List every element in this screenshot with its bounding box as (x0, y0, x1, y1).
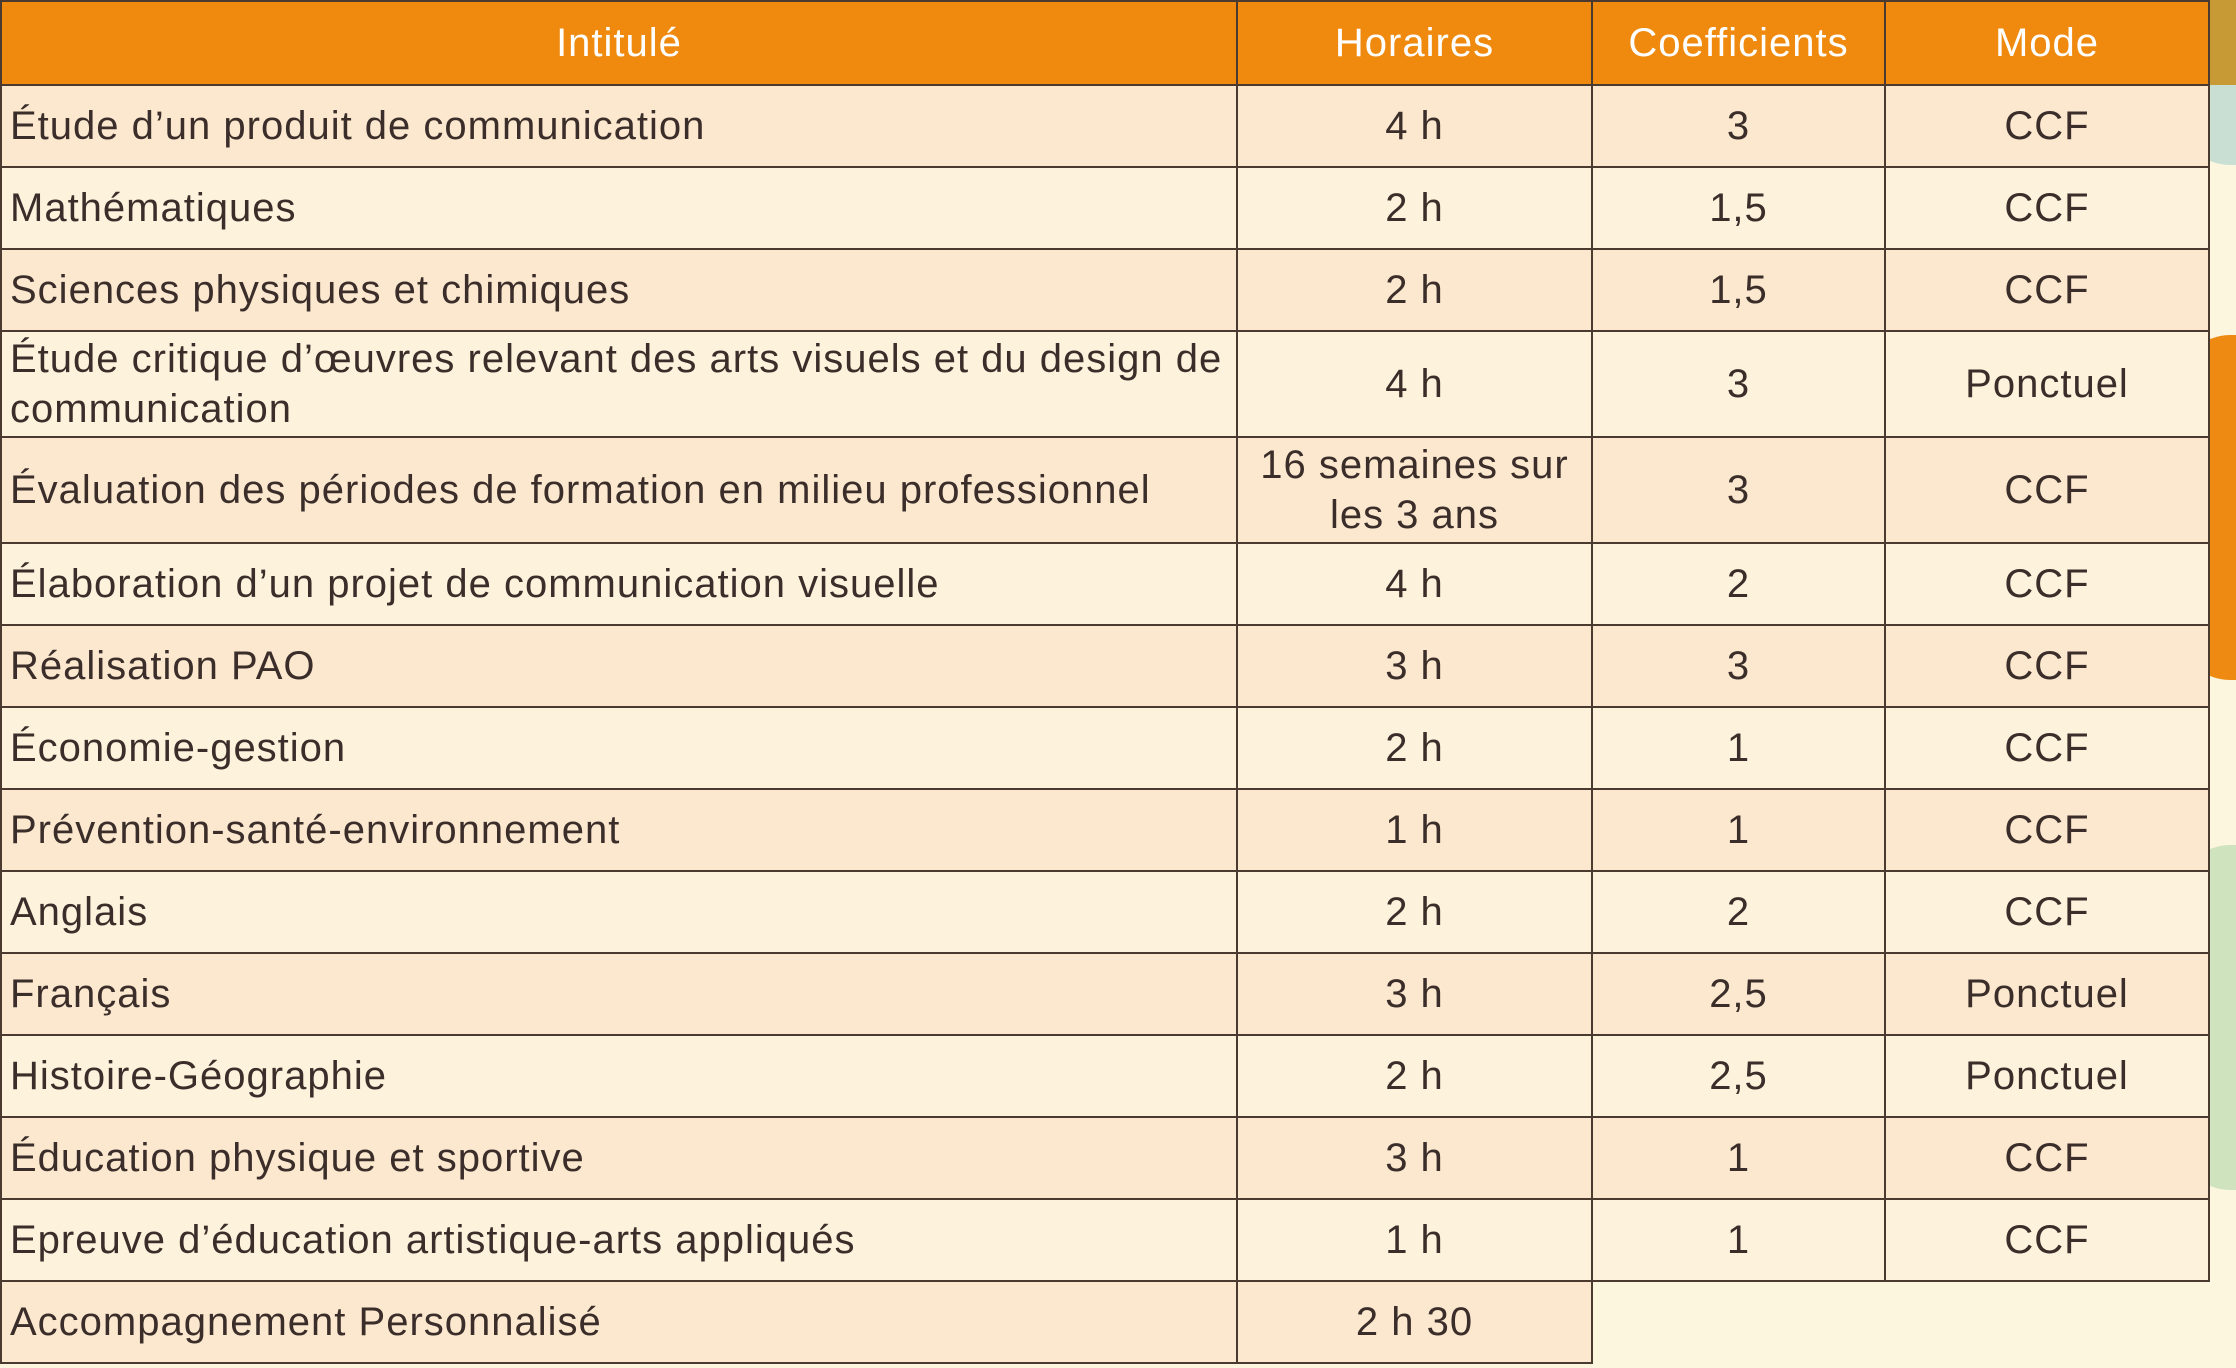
table-row (1, 1117, 2209, 1199)
cell-intitule: Epreuve d’éducation artistique-arts appliqués (1, 1199, 1237, 1281)
table-row (1, 543, 2209, 625)
cell-intitule: Sciences physiques et chimiques (1, 249, 1237, 331)
cell-mode: CCF (1885, 871, 2209, 953)
cell-intitule: Étude critique d’œuvres relevant des arts visuels et du design de communication (1, 331, 1237, 437)
cell-intitule: Éducation physique et sportive (1, 1117, 1237, 1199)
table-row (1, 953, 2209, 1035)
cell-mode: CCF (1885, 437, 2209, 543)
header-row (1, 1, 2209, 85)
cell-coefficient: 3 (1592, 625, 1885, 707)
cell-horaires: 3 h (1237, 1117, 1592, 1199)
table-row (1, 331, 2209, 437)
cell-intitule: Évaluation des périodes de formation en milieu professionnel (1, 437, 1237, 543)
cell-mode: CCF (1885, 85, 2209, 167)
cell-horaires: 2 h (1237, 871, 1592, 953)
cell-coefficient: 2,5 (1592, 953, 1885, 1035)
cell-intitule: Réalisation PAO (1, 625, 1237, 707)
cell-coefficient: 2,5 (1592, 1035, 1885, 1117)
cell-horaires: 2 h (1237, 249, 1592, 331)
table-row (1, 167, 2209, 249)
cell-intitule: Étude d’un produit de communication (1, 85, 1237, 167)
cell-mode: CCF (1885, 1117, 2209, 1199)
cell-mode: CCF (1885, 543, 2209, 625)
cell-horaires: 1 h (1237, 789, 1592, 871)
table-row (1, 85, 2209, 167)
cell-intitule: Économie-gestion (1, 707, 1237, 789)
table-row-last (1, 1281, 2209, 1363)
cell-horaires: 2 h (1237, 1035, 1592, 1117)
cell-mode: CCF (1885, 167, 2209, 249)
cell-intitule: Mathématiques (1, 167, 1237, 249)
cell-coefficient: 1,5 (1592, 249, 1885, 331)
cell-intitule: Accompagnement Personnalisé (1, 1281, 1237, 1363)
cell-mode: CCF (1885, 707, 2209, 789)
header-coefficients: Coefficients (1592, 1, 1885, 85)
table-row (1, 249, 2209, 331)
cell-coefficient: 1 (1592, 1117, 1885, 1199)
header-mode: Mode (1885, 1, 2209, 85)
table-row (1, 1035, 2209, 1117)
cell-intitule: Élaboration d’un projet de communication visuelle (1, 543, 1237, 625)
cell-horaires: 3 h (1237, 953, 1592, 1035)
cell-horaires: 4 h (1237, 543, 1592, 625)
cell-horaires: 1 h (1237, 1199, 1592, 1281)
cell-intitule: Prévention-santé-environnement (1, 789, 1237, 871)
table-row (1, 437, 2209, 543)
header-horaires: Horaires (1237, 1, 1592, 85)
cell-intitule: Histoire-Géographie (1, 1035, 1237, 1117)
cell-coefficient: 1,5 (1592, 167, 1885, 249)
cell-coefficient: 3 (1592, 85, 1885, 167)
cell-horaires: 4 h (1237, 85, 1592, 167)
cell-horaires: 2 h (1237, 167, 1592, 249)
cell-coefficient: 1 (1592, 1199, 1885, 1281)
cell-coefficient: 3 (1592, 437, 1885, 543)
cell-coefficient: 2 (1592, 871, 1885, 953)
cell-intitule: Anglais (1, 871, 1237, 953)
cell-mode: Ponctuel (1885, 1035, 2209, 1117)
cell-mode: CCF (1885, 789, 2209, 871)
cell-horaires: 3 h (1237, 625, 1592, 707)
cell-mode: CCF (1885, 249, 2209, 331)
table-row (1, 707, 2209, 789)
cell-coefficient: 1 (1592, 707, 1885, 789)
cell-mode: CCF (1885, 1199, 2209, 1281)
cell-horaires: 2 h (1237, 707, 1592, 789)
cell-horaires: 2 h 30 (1237, 1281, 1592, 1363)
header-intitule: Intitulé (1, 1, 1237, 85)
table-row (1, 789, 2209, 871)
table-row (1, 625, 2209, 707)
cell-horaires: 16 semaines sur les 3 ans (1237, 437, 1592, 543)
empty-cell (1592, 1281, 2209, 1363)
cell-coefficient: 3 (1592, 331, 1885, 437)
cell-coefficient: 1 (1592, 789, 1885, 871)
cell-mode: Ponctuel (1885, 953, 2209, 1035)
table-row (1, 1199, 2209, 1281)
cell-mode: CCF (1885, 625, 2209, 707)
cell-intitule: Français (1, 953, 1237, 1035)
cell-coefficient: 2 (1592, 543, 1885, 625)
cell-mode: Ponctuel (1885, 331, 2209, 437)
cell-horaires: 4 h (1237, 331, 1592, 437)
table-row (1, 871, 2209, 953)
